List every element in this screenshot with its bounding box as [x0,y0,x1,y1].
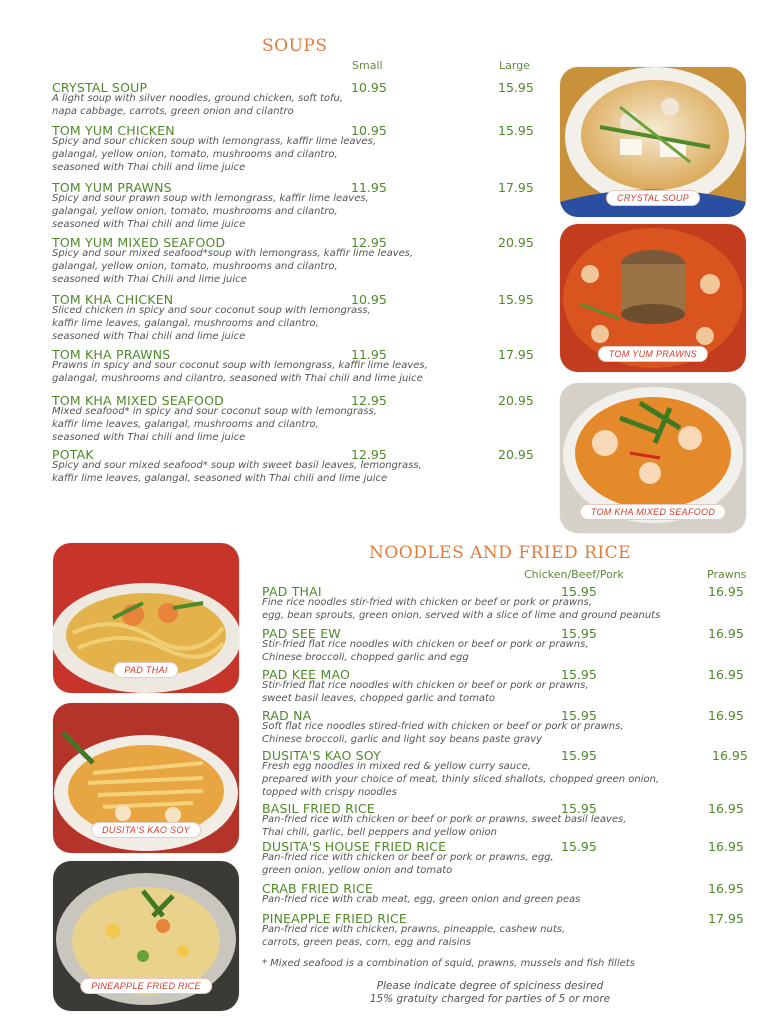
price-small: 10.95 [351,123,387,138]
price-prawns: 16.95 [712,748,748,763]
item-description-line: Pan-fried rice with chicken or beef or pork or prawns, egg, [262,852,554,863]
item-description-line: seasoned with Thai chili and lime juice [52,162,246,173]
menu-item-soup [52,235,542,287]
item-description-line: Thai chili, garlic, bell peppers and yellow onion [262,827,497,838]
item-name: TOM YUM CHICKEN [52,123,175,138]
menu-item-noodle [262,748,748,800]
photo-caption: PINEAPPLE FRIED RICE [80,978,212,994]
item-name: POTAK [52,447,94,462]
item-description-line: galangal, mushrooms and cilantro, seasoned with Thai chili and lime juice [52,373,423,384]
item-description-line: Mixed seafood* in spicy and sour coconut soup with lemongrass, [52,406,377,417]
item-description-line: seasoned with Thai chili and lime juice [52,219,246,230]
item-description-line: egg, bean sprouts, green onion, served with a slice of lime and ground peanuts [262,610,661,621]
price-large: 20.95 [498,235,534,250]
item-name: TOM KHA CHICKEN [52,292,174,307]
item-description-line: Fresh egg noodles in mixed red & yellow curry sauce, [262,761,531,772]
noodles-title: NOODLES AND FRIED RICE [369,543,631,563]
item-description-line: kaffir lime leaves, galangal, mushrooms and cilantro, [52,318,319,329]
item-description-line: Pan-fried rice with crab meat, egg, green onion and green peas [262,894,581,905]
item-name: BASIL FRIED RICE [262,801,375,816]
price-small: 10.95 [351,292,387,307]
item-description-line: seasoned with Thai chili and lime juice [52,331,246,342]
price-large: 20.95 [498,447,534,462]
menu-item-soup [52,123,542,175]
item-name: TOM KHA PRAWNS [52,347,171,362]
item-description-line: Spicy and sour chicken soup with lemongrass, kaffir lime leaves, [52,136,377,147]
item-name: TOM KHA MIXED SEAFOOD [52,393,224,408]
item-description-line: seasoned with Thai Chili and lime juice [52,274,247,285]
menu-item-soup [52,80,542,120]
price-large: 15.95 [498,292,534,307]
item-description-line: Pan-fried rice with chicken or beef or pork or prawns, sweet basil leaves, [262,814,627,825]
soups-title: SOUPS [262,36,328,56]
menu-item-noodle [262,708,742,748]
item-description-line: Soft flat rice noodles stired-fried with chicken or beef or pork or prawns, [262,721,624,732]
noodles-col-prawns: Prawns [707,568,747,581]
item-description-line: Spicy and sour prawn soup with lemongrass, kaffir lime leaves, [52,193,369,204]
menu-item-noodle [262,584,742,624]
soups-col-large: Large [499,59,530,72]
item-name: DUSITA'S KAO SOY [262,748,382,763]
price-small: 10.95 [351,80,387,95]
item-name: RAD NA [262,708,312,723]
photo-caption: TOM KHA MIXED SEAFOOD [580,504,726,520]
item-description-line: Chinese broccoli, garlic and light soy beans paste gravy [262,734,543,745]
item-description-line: carrots, green peas, corn, egg and raisins [262,937,471,948]
item-description-line: Fine rice noodles stir-fried with chicken or beef or pork or prawns, [262,597,592,608]
closing-notes [300,980,680,1006]
photo-tom-kha-mixed-seafood [560,383,746,533]
menu-item-soup [52,447,542,487]
price-prawns: 16.95 [708,667,744,682]
item-name: PAD SEE EW [262,626,341,641]
item-description-line: A light soup with silver noodles, ground chicken, soft tofu, [52,93,344,104]
price-prawns: 16.95 [708,626,744,641]
photo-dusitas-kao-soy [53,703,239,853]
item-description-line: Pan-fried rice with chicken, prawns, pineapple, cashew nuts, [262,924,566,935]
price-meat: 15.95 [561,584,597,599]
photo-crystal-soup [560,67,746,217]
item-description-line: kaffir lime leaves, galangal, seasoned with Thai chili and lime juice [52,473,388,484]
item-name: DUSITA'S HOUSE FRIED RICE [262,839,447,854]
item-description-line: seasoned with Thai chili and lime juice [52,432,246,443]
photo-caption: CRYSTAL SOUP [606,190,700,206]
price-meat: 15.95 [561,748,597,763]
price-prawns: 16.95 [708,881,744,896]
price-prawns: 17.95 [708,911,744,926]
photo-caption: TOM YUM PRAWNS [598,346,708,362]
item-description-line: galangal, yellow onion, tomato, mushrooms and cilantro, [52,261,338,272]
price-prawns: 16.95 [708,584,744,599]
price-meat: 15.95 [561,626,597,641]
item-name: PAD THAI [262,584,322,599]
price-large: 15.95 [498,123,534,138]
menu-item-noodle [262,626,742,666]
item-name: TOM YUM PRAWNS [52,180,172,195]
spiciness-note: Please indicate degree of spiciness desired [376,980,604,992]
price-prawns: 16.95 [708,708,744,723]
price-large: 20.95 [498,393,534,408]
item-name: PAD KEE MAO [262,667,351,682]
price-small: 11.95 [351,180,387,195]
item-description-line: galangal, yellow onion, tomato, mushrooms and cilantro, [52,149,338,160]
menu-item-soup [52,347,542,387]
item-description-line: Spicy and sour mixed seafood*soup with lemongrass, kaffir lime leaves, [52,248,414,259]
menu-item-noodle [262,911,742,951]
price-prawns: 16.95 [708,801,744,816]
noodles-col-meat: Chicken/Beef/Pork [524,568,624,581]
item-description-line: galangal, yellow onion, tomato, mushrooms and cilantro, [52,206,338,217]
photo-tom-yum-prawns [560,224,746,372]
photo-pad-thai [53,543,239,693]
price-meat: 15.95 [561,801,597,816]
price-meat: 15.95 [561,708,597,723]
item-description-line: green onion, yellow onion and tomato [262,865,453,876]
item-description-line: Spicy and sour mixed seafood* soup with sweet basil leaves, lemongrass, [52,460,422,471]
item-description-line: Chinese broccoli, chopped garlic and egg [262,652,469,663]
menu-item-noodle [262,801,742,841]
photo-pineapple-fried-rice [53,861,239,1011]
item-description-line: kaffir lime leaves, galangal, mushrooms and cilantro, [52,419,319,430]
item-description-line: Stir-fried flat rice noodles with chicken or beef or pork or prawns, [262,639,589,650]
item-description-line: Sliced chicken in spicy and sour coconut soup with lemongrass, [52,305,371,316]
item-description-line: Stir-fried flat rice noodles with chicken or beef or pork or prawns, [262,680,589,691]
item-name: TOM YUM MIXED SEAFOOD [52,235,226,250]
item-description-line: Prawns in spicy and sour coconut soup with lemongrass, kaffir lime leaves, [52,360,428,371]
item-name: CRAB FRIED RICE [262,881,374,896]
item-name: PINEAPPLE FRIED RICE [262,911,407,926]
price-large: 17.95 [498,347,534,362]
price-small: 12.95 [351,235,387,250]
price-large: 17.95 [498,180,534,195]
menu-item-noodle [262,839,742,879]
menu-item-soup [52,180,542,232]
price-prawns: 16.95 [708,839,744,854]
photo-caption: DUSITA'S KAO SOY [91,822,201,838]
item-description-line: napa cabbage, carrots, green onion and cilantro [52,106,294,117]
menu-item-soup [52,393,542,445]
soups-col-small: Small [352,59,383,72]
price-large: 15.95 [498,80,534,95]
gratuity-note: 15% gratuity charged for parties of 5 or more [369,993,611,1005]
item-description-line: sweet basil leaves, chopped garlic and tomato [262,693,495,704]
price-meat: 15.95 [561,667,597,682]
menu-item-noodle [262,667,742,707]
price-small: 11.95 [351,347,387,362]
seafood-footnote: * Mixed seafood is a combination of squid, prawns, mussels and fish fillets [262,958,635,969]
item-description-line: topped with crispy noodles [262,787,397,798]
menu-item-soup [52,292,542,344]
photo-caption: PAD THAI [113,662,178,678]
price-small: 12.95 [351,393,387,408]
price-meat: 15.95 [561,839,597,854]
menu-item-noodle [262,881,742,909]
item-description-line: prepared with your choice of meat, thinly sliced shallots, chopped green onion, [262,774,660,785]
item-name: CRYSTAL SOUP [52,80,148,95]
price-small: 12.95 [351,447,387,462]
